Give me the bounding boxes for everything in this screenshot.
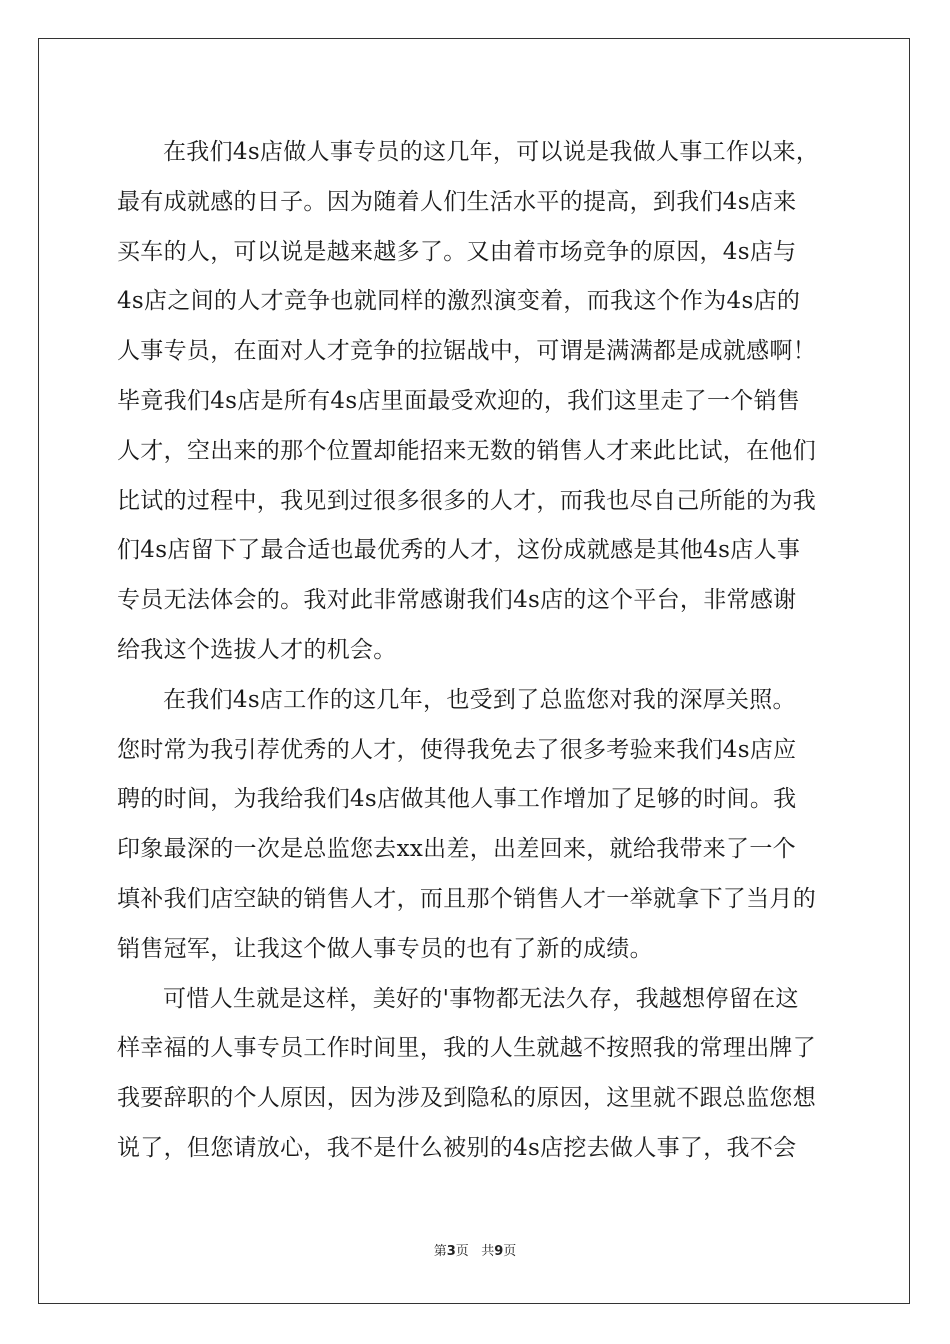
text-line: 毕竟我们4s店是所有4s店里面最受欢迎的，我们这里走了一个销售 (117, 387, 801, 414)
text-line: 您时常为我引荐优秀的人才，使得我免去了很多考验来我们4s店应 (117, 736, 797, 763)
text-line: 给我这个选拔人才的机会。 (117, 636, 397, 663)
text-line: 说了，但您请放心，我不是什么被别的4s店挖去做人事了，我不会 (117, 1134, 797, 1161)
text-line: 我要辞职的个人原因，因为涉及到隐私的原因，这里就不跟总监您想 (117, 1085, 816, 1112)
footer-page-word: 页 (455, 1244, 469, 1259)
text-line: 比试的过程中，我见到过很多很多的人才，而我也尽自己所能的为我 (117, 487, 816, 514)
text-line: 聘的时间，为我给我们4s店做其他人事工作增加了足够的时间。我 (117, 786, 797, 813)
text-line: 买车的人，可以说是越来越多了。又由着市场竞争的原因，4s店与 (117, 238, 797, 265)
total-pages-number: 9 (494, 1244, 504, 1259)
page-footer (0, 1240, 950, 1259)
document-body (117, 128, 837, 1174)
text-line: 销售冠军，让我这个做人事专员的也有了新的成绩。 (117, 935, 653, 962)
text-line: 印象最深的一次是总监您去xx出差，出差回来，就给我带来了一个 (117, 836, 796, 863)
text-line: 专员无法体会的。我对此非常感谢我们4s店的这个平台，非常感谢 (117, 587, 797, 614)
text-line: 人才，空出来的那个位置却能招来无数的销售人才来此比试，在他们 (117, 437, 816, 464)
current-page-number: 3 (446, 1244, 456, 1259)
text-line: 在我们4s店做人事专员的这几年，可以说是我做人事工作以来， (163, 139, 820, 165)
text-line: 在我们4s店工作的这几年，也受到了总监您对我的深厚关照。 (163, 686, 796, 713)
text-line: 最有成就感的日子。因为随着人们生活水平的提高，到我们4s店来 (117, 188, 797, 215)
footer-prefix: 第 (433, 1244, 447, 1259)
text-line: 填补我们店空缺的销售人才，而且那个销售人才一举就拿下了当月的 (117, 885, 816, 912)
footer-total-prefix: 共 (481, 1244, 495, 1259)
footer-total-suffix: 页 (503, 1244, 517, 1259)
text-line: 样幸福的人事专员工作时间里，我的人生就越不按照我的常理出牌了 (117, 1035, 816, 1062)
text-line: 们4s店留下了最合适也最优秀的人才，这份成就感是其他4s店人事 (117, 537, 801, 564)
text-line: 人事专员，在面对人才竞争的拉锯战中，可谓是满满都是成就感啊！ (117, 338, 816, 365)
text-line: 4s店之间的人才竞争也就同样的激烈演变着，而我这个作为4s店的 (117, 288, 801, 315)
text-line: 可惜人生就是这样，美好的'事物都无法久存，我越想停留在这 (163, 985, 799, 1012)
